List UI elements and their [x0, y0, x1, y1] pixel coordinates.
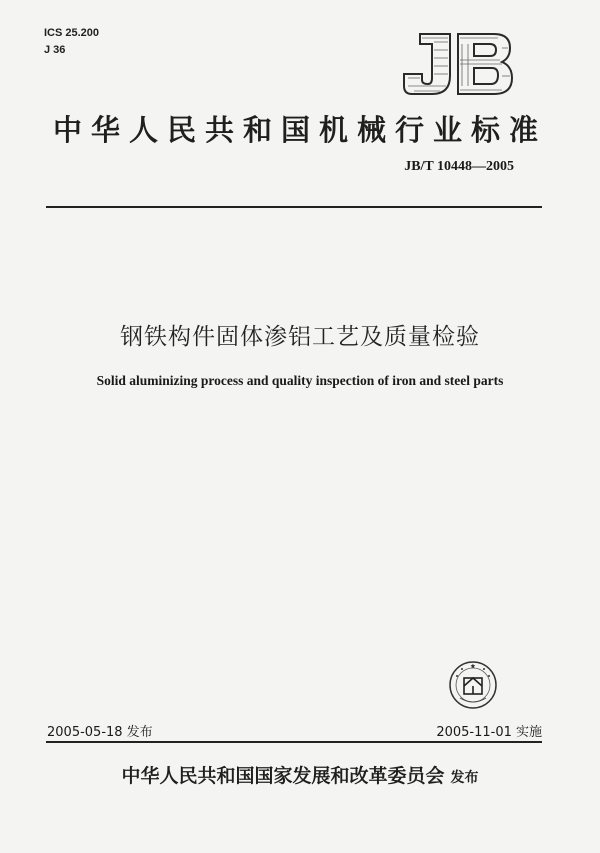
top-divider — [46, 206, 542, 208]
issue-date: 2005-05-18 发布 — [47, 725, 153, 740]
publisher-suffix: 发布 — [450, 770, 479, 786]
publisher-line — [30, 761, 570, 788]
publisher-seal — [448, 660, 498, 710]
header-title: 中华人民共和国机械行业标准 — [52, 113, 547, 147]
document-title-cn: 钢铁构件固体渗铝工艺及质量检验 — [120, 324, 480, 350]
jb-logo-mark — [398, 30, 516, 98]
publisher-name: 中华人民共和国国家发展和改革委员会 — [121, 765, 445, 787]
standard-number: JB/T 10448—2005 — [404, 159, 514, 174]
document-title-en: Solid aluminizing process and quality inspection of iron and steel parts — [96, 373, 504, 388]
implementation-date: 2005-11-01 实施 — [436, 725, 542, 740]
ics-code: ICS 25.200 — [44, 27, 100, 39]
j-code: J 36 — [44, 44, 66, 56]
seal-icon — [448, 660, 498, 710]
bottom-divider — [46, 741, 542, 743]
jb-logo — [398, 30, 516, 98]
